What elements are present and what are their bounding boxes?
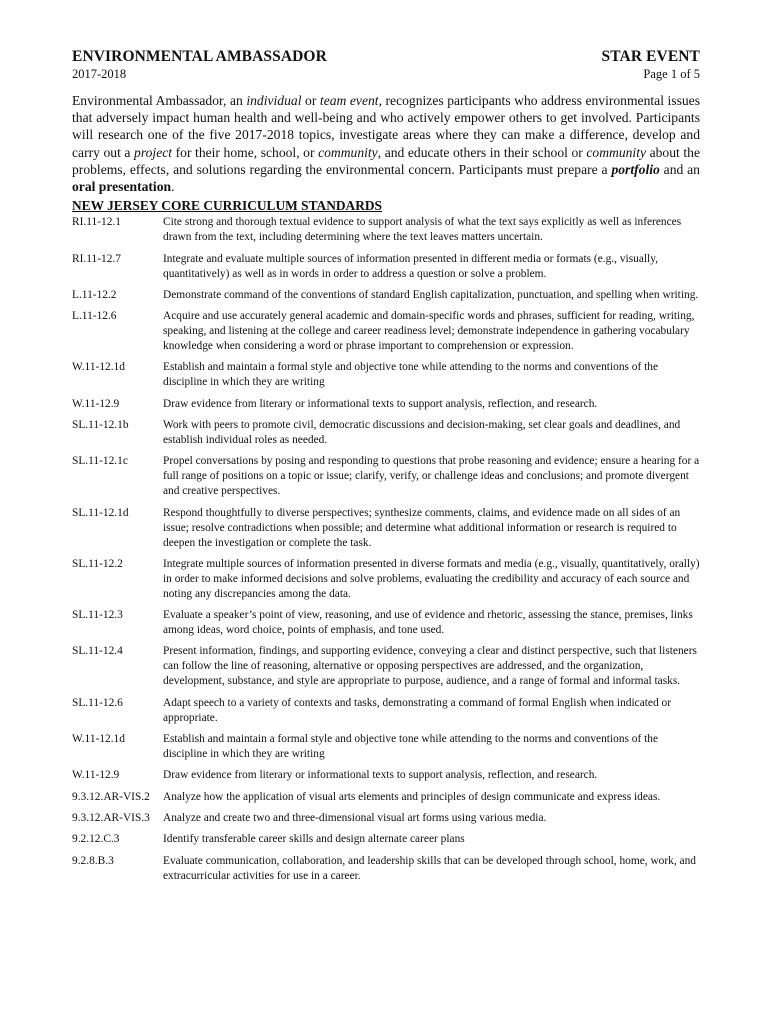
standard-description: Evaluate a speaker’s point of view, reasoning, and use of evidence and rhetoric, assessing the stance, premises, links among ideas, word choice, points of emphasis, and tone used. (163, 609, 693, 637)
standard-code: 9.3.12.AR-VIS.3 (72, 811, 150, 824)
standard-code: SL.11-12.1b (72, 419, 129, 431)
standard-code: L.11-12.2 (72, 288, 117, 301)
standard-code: RI.11-12.1 (72, 216, 121, 229)
intro-emphasis: community (586, 144, 647, 160)
intro-text: , and educate others in their school or (377, 144, 587, 160)
standard-row (72, 854, 700, 884)
standard-code: 9.3.12.AR-VIS.2 (72, 790, 150, 803)
standard-row (72, 215, 700, 245)
standard-code: W.11-12.9 (72, 769, 120, 782)
standard-code: 9.2.12.C.3 (72, 833, 120, 846)
standard-code: SL.11-12.3 (72, 609, 123, 622)
standard-description: Integrate multiple sources of information presented in diverse formats and media (e.g., visually, quantitatively, orally) in order to make informed decisions and solve problems, evaluating the credibility and accuracy of each source and noting any discrepancies among the data. (163, 557, 700, 600)
standard-code: SL.11-12.2 (72, 557, 123, 570)
document-page (72, 48, 700, 890)
standard-code: 9.2.8.B.3 (72, 854, 114, 867)
standards-list (72, 215, 700, 883)
standard-code: SL.11-12.6 (72, 696, 123, 709)
intro-strong: oral presentation (72, 179, 172, 195)
standard-code: RI.11-12.7 (72, 252, 121, 265)
standard-code: W.11-12.1d (72, 733, 125, 746)
header-row (72, 48, 700, 66)
intro-text: for their home, school, or (172, 144, 319, 160)
event-title: ENVIRONMENTAL AMBASSADOR (72, 48, 327, 65)
standards-heading: NEW JERSEY CORE CURRICULUM STANDARDS (72, 198, 383, 214)
standard-row (72, 397, 700, 412)
standard-row (72, 811, 700, 826)
subheader-row (72, 67, 700, 82)
standard-description: Integrate and evaluate multiple sources of information presented in different media or formats (e.g., visually, quantitatively) as well as in words in order to address a question or solve a problem. (163, 252, 659, 280)
standard-description: Identify transferable career skills and design alternate career plans (163, 833, 465, 846)
standard-row (72, 418, 700, 448)
standard-row (72, 768, 700, 783)
standard-row (72, 790, 700, 805)
standard-row (72, 696, 700, 726)
standard-description: Draw evidence from literary or informational texts to support analysis, reflection, and research. (163, 397, 598, 410)
intro-text: about the problems, effects, and solutions regarding the environmental concern. Participants must prepare a (72, 144, 700, 177)
event-type: STAR EVENT (601, 48, 700, 65)
standard-code: W.11-12.9 (72, 397, 120, 410)
standard-row (72, 360, 700, 390)
standard-description: Evaluate communication, collaboration, and leadership skills that can be developed through school, home, work, and extracurricular activities for use in a career. (163, 854, 696, 882)
intro-emphasis: individual (246, 93, 302, 108)
intro-strong-emphasis: portfolio (611, 161, 660, 177)
standard-description: Demonstrate command of the conventions of standard English capitalization, punctuation, and spelling when writing. (163, 288, 699, 301)
standard-description: Cite strong and thorough textual evidence to support analysis of what the text says explicitly as well as inferences drawn from the text, including determining where the text leaves matters uncertain. (163, 216, 682, 244)
standard-description: Draw evidence from literary or informational texts to support analysis, reflection, and research. (163, 769, 598, 782)
standard-row (72, 506, 700, 551)
standard-description: Establish and maintain a formal style and objective tone while attending to the norms and conventions of the discipline in which they are writing (163, 733, 659, 761)
intro-emphasis: project (134, 144, 173, 160)
standard-row (72, 309, 700, 354)
school-year: 2017-2018 (72, 67, 127, 81)
intro-emphasis: team event (319, 93, 379, 108)
standard-description: Respond thoughtfully to diverse perspectives; synthesize comments, claims, and evidence made on all sides of an issue; resolve contradictions when possible; and determine what additional information or research is required to deepen the investigation or complete the task. (163, 506, 681, 549)
intro-text: , recognizes participants who address environmental issues that adversely impact human health and well-being and who actively empower others to get involved. Participants will research one of the five 2017-2018 topics, investigate areas where they can make a difference, develop and carry out a (72, 93, 701, 160)
intro-paragraph (72, 92, 700, 195)
intro-emphasis: community (318, 144, 378, 160)
standard-description: Acquire and use accurately general academic and domain-specific words and phrases, sufficient for reading, writing, speaking, and listening at the college and career readiness level; demonstrate independence in gathering vocabulary knowledge when considering a word or phrase important to comprehension or expression. (163, 310, 695, 353)
standard-code: L.11-12.6 (72, 310, 117, 323)
standard-description: Analyze how the application of visual arts elements and principles of design communicate and express ideas. (163, 790, 661, 803)
page-number: Page 1 of 5 (643, 67, 700, 81)
standard-description: Establish and maintain a formal style and objective tone while attending to the norms and conventions of the discipline in which they are writing (163, 361, 659, 389)
standard-row (72, 557, 700, 602)
standard-description: Propel conversations by posing and responding to questions that probe reasoning and evidence; ensure a hearing for a full range of positions on a topic or issue; clarify, verify, or challenge ideas and conclusions; and promote divergent and creative perspectives. (163, 455, 700, 498)
standard-row (72, 288, 700, 303)
standard-row (72, 454, 700, 499)
standard-row (72, 832, 700, 847)
standard-code: SL.11-12.1c (72, 455, 128, 468)
standard-code: W.11-12.1d (72, 361, 125, 374)
standard-row (72, 732, 700, 762)
standard-description: Work with peers to promote civil, democratic discussions and decision-making, set clear goals and deadlines, and establish individual roles as needed. (163, 419, 681, 446)
standard-row (72, 644, 700, 689)
standard-description: Analyze and create two and three-dimensional visual art forms using various media. (163, 811, 547, 824)
standard-code: SL.11-12.4 (72, 645, 123, 658)
standard-row (72, 608, 700, 638)
intro-text: Environmental Ambassador, an (72, 93, 247, 108)
standard-description: Adapt speech to a variety of contexts and tasks, demonstrating a command of formal English when indicated or appropriate. (163, 696, 672, 724)
intro-text: . (171, 179, 175, 195)
standard-description: Present information, findings, and supporting evidence, conveying a clear and distinct perspective, such that listeners can follow the line of reasoning, alternative or opposing perspectives are addressed, and the organization, development, substance, and style are appropriate to purpose, audience, and a range of formal and informal tasks. (163, 645, 697, 688)
standard-code: SL.11-12.1d (72, 506, 129, 519)
intro-text: or (301, 93, 320, 108)
intro-text: and an (659, 161, 700, 177)
standard-row (72, 252, 700, 282)
